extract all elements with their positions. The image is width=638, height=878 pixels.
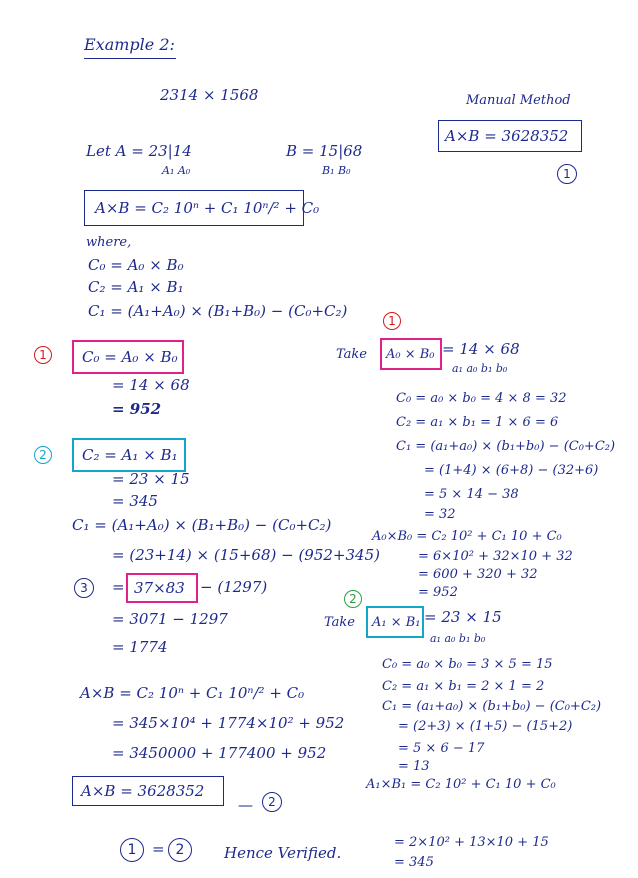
r-c1-2: = (1+4) × (6+8) − (32+6)	[424, 463, 599, 478]
manual-result-box	[438, 120, 582, 152]
s-c1: C₁ = (a₁+a₀) × (b₁+b₀) − (C₀+C₂)	[382, 699, 602, 714]
s-prod-3: = 345	[394, 855, 434, 870]
take1-box	[380, 338, 442, 370]
where-c0: C₀ = A₀ × B₀	[88, 256, 184, 274]
take2-label: Take	[324, 615, 355, 630]
s-c1-3: = 5 × 6 − 17	[398, 741, 485, 756]
r-prod-2: = 6×10² + 32×10 + 32	[418, 549, 573, 564]
r-c1: C₁ = (a₁+a₀) × (b₁+b₀) − (C₀+C₂)	[396, 439, 616, 454]
page-title: Example 2:	[84, 35, 175, 54]
marker-2: 2	[34, 446, 52, 464]
c1-line-4: = 3071 − 1297	[112, 610, 228, 628]
c0-line-2: = 952	[112, 400, 162, 418]
marker-right-2: 2	[344, 590, 362, 608]
c0-box	[72, 340, 184, 374]
marker-3: 3	[74, 578, 94, 598]
take1-rest: = 14 × 68	[442, 340, 520, 358]
c1-line-2: = (23+14) × (15+68) − (952+345)	[112, 546, 380, 564]
where-c2: C₂ = A₁ × B₁	[88, 278, 184, 296]
final-result-box	[72, 776, 224, 806]
s-c2: C₂ = a₁ × b₁ = 2 × 1 = 2	[382, 679, 545, 694]
final-result: A×B = 3628352	[81, 782, 205, 800]
problem-statement: 2314 × 1568	[160, 86, 259, 104]
marker-right-1: 1	[383, 312, 401, 330]
manual-ref-marker: 1	[557, 164, 577, 184]
final-line-1: = 345×10⁴ + 1774×10² + 952	[112, 714, 345, 732]
take1-box-text: A₀ × B₀	[386, 347, 435, 362]
c2-box	[72, 438, 186, 472]
r-c1-3: = 5 × 14 − 38	[424, 487, 519, 502]
formula: A×B = C₂ 10ⁿ + C₁ 10ⁿ/² + C₀	[95, 199, 320, 217]
footer-ref-1: 1	[120, 838, 144, 862]
r-prod: A₀×B₀ = C₂ 10² + C₁ 10 + C₀	[372, 529, 562, 544]
formula-box	[84, 190, 320, 226]
manual-method-label: Manual Method	[466, 93, 571, 108]
c0-line-1: = 14 × 68	[112, 376, 190, 394]
manual-result: A×B = 3628352	[445, 127, 569, 145]
c2-box-text: C₂ = A₁ × B₁	[82, 446, 178, 464]
take2-rest: = 23 × 15	[424, 608, 502, 626]
title-underline	[84, 58, 176, 59]
s-prod-2: = 2×10² + 13×10 + 15	[394, 835, 549, 850]
final-line-2: = 3450000 + 177400 + 952	[112, 744, 327, 762]
c1-box	[126, 573, 198, 603]
c1-line-1: C₁ = (A₁+A₀) × (B₁+B₀) − (C₀+C₂)	[72, 516, 332, 534]
footer-eq: =	[152, 840, 165, 858]
r-c2: C₂ = a₁ × b₁ = 1 × 6 = 6	[396, 415, 559, 430]
b-subscripts: B₁ B₀	[322, 164, 351, 177]
s-c0: C₀ = a₀ × b₀ = 3 × 5 = 15	[382, 657, 553, 672]
where-label: where,	[86, 235, 132, 250]
where-c1: C₁ = (A₁+A₀) × (B₁+B₀) − (C₀+C₂)	[88, 302, 348, 320]
take1-subscripts: a₁ a₀ b₁ b₀	[452, 362, 508, 375]
b-definition: B = 15|68	[286, 142, 363, 160]
r-prod-4: = 952	[418, 585, 458, 600]
r-c1-4: = 32	[424, 507, 456, 522]
take2-box	[366, 606, 424, 638]
final-ref-marker: 2	[262, 792, 282, 812]
c1-line-3-rest: − (1297)	[200, 578, 268, 596]
hence-verified: Hence Verified.	[224, 844, 342, 862]
a-definition: Let A = 23|14	[86, 142, 192, 160]
s-c1-2: = (2+3) × (1+5) − (15+2)	[398, 719, 573, 734]
take2-box-text: A₁ × B₁	[372, 615, 421, 630]
s-prod: A₁×B₁ = C₂ 10² + C₁ 10 + C₀	[366, 777, 556, 792]
take2-subscripts: a₁ a₀ b₁ b₀	[430, 632, 486, 645]
final-ref-dash: —	[238, 796, 253, 814]
final-formula: A×B = C₂ 10ⁿ + C₁ 10ⁿ/² + C₀	[80, 684, 305, 702]
c1-line-5: = 1774	[112, 638, 168, 656]
c1-line-3-eq: =	[112, 578, 125, 596]
s-c1-4: = 13	[398, 759, 430, 774]
r-c0: C₀ = a₀ × b₀ = 4 × 8 = 32	[396, 391, 567, 406]
marker-1: 1	[34, 346, 52, 364]
r-prod-3: = 600 + 320 + 32	[418, 567, 538, 582]
c2-line-1: = 23 × 15	[112, 470, 190, 488]
c2-line-2: = 345	[112, 492, 158, 510]
footer-ref-2: 2	[168, 838, 192, 862]
c0-box-text: C₀ = A₀ × B₀	[82, 348, 178, 366]
a-subscripts: A₁ A₀	[162, 164, 191, 177]
c1-box-text: 37×83	[134, 579, 185, 597]
take1-label: Take	[336, 347, 367, 362]
